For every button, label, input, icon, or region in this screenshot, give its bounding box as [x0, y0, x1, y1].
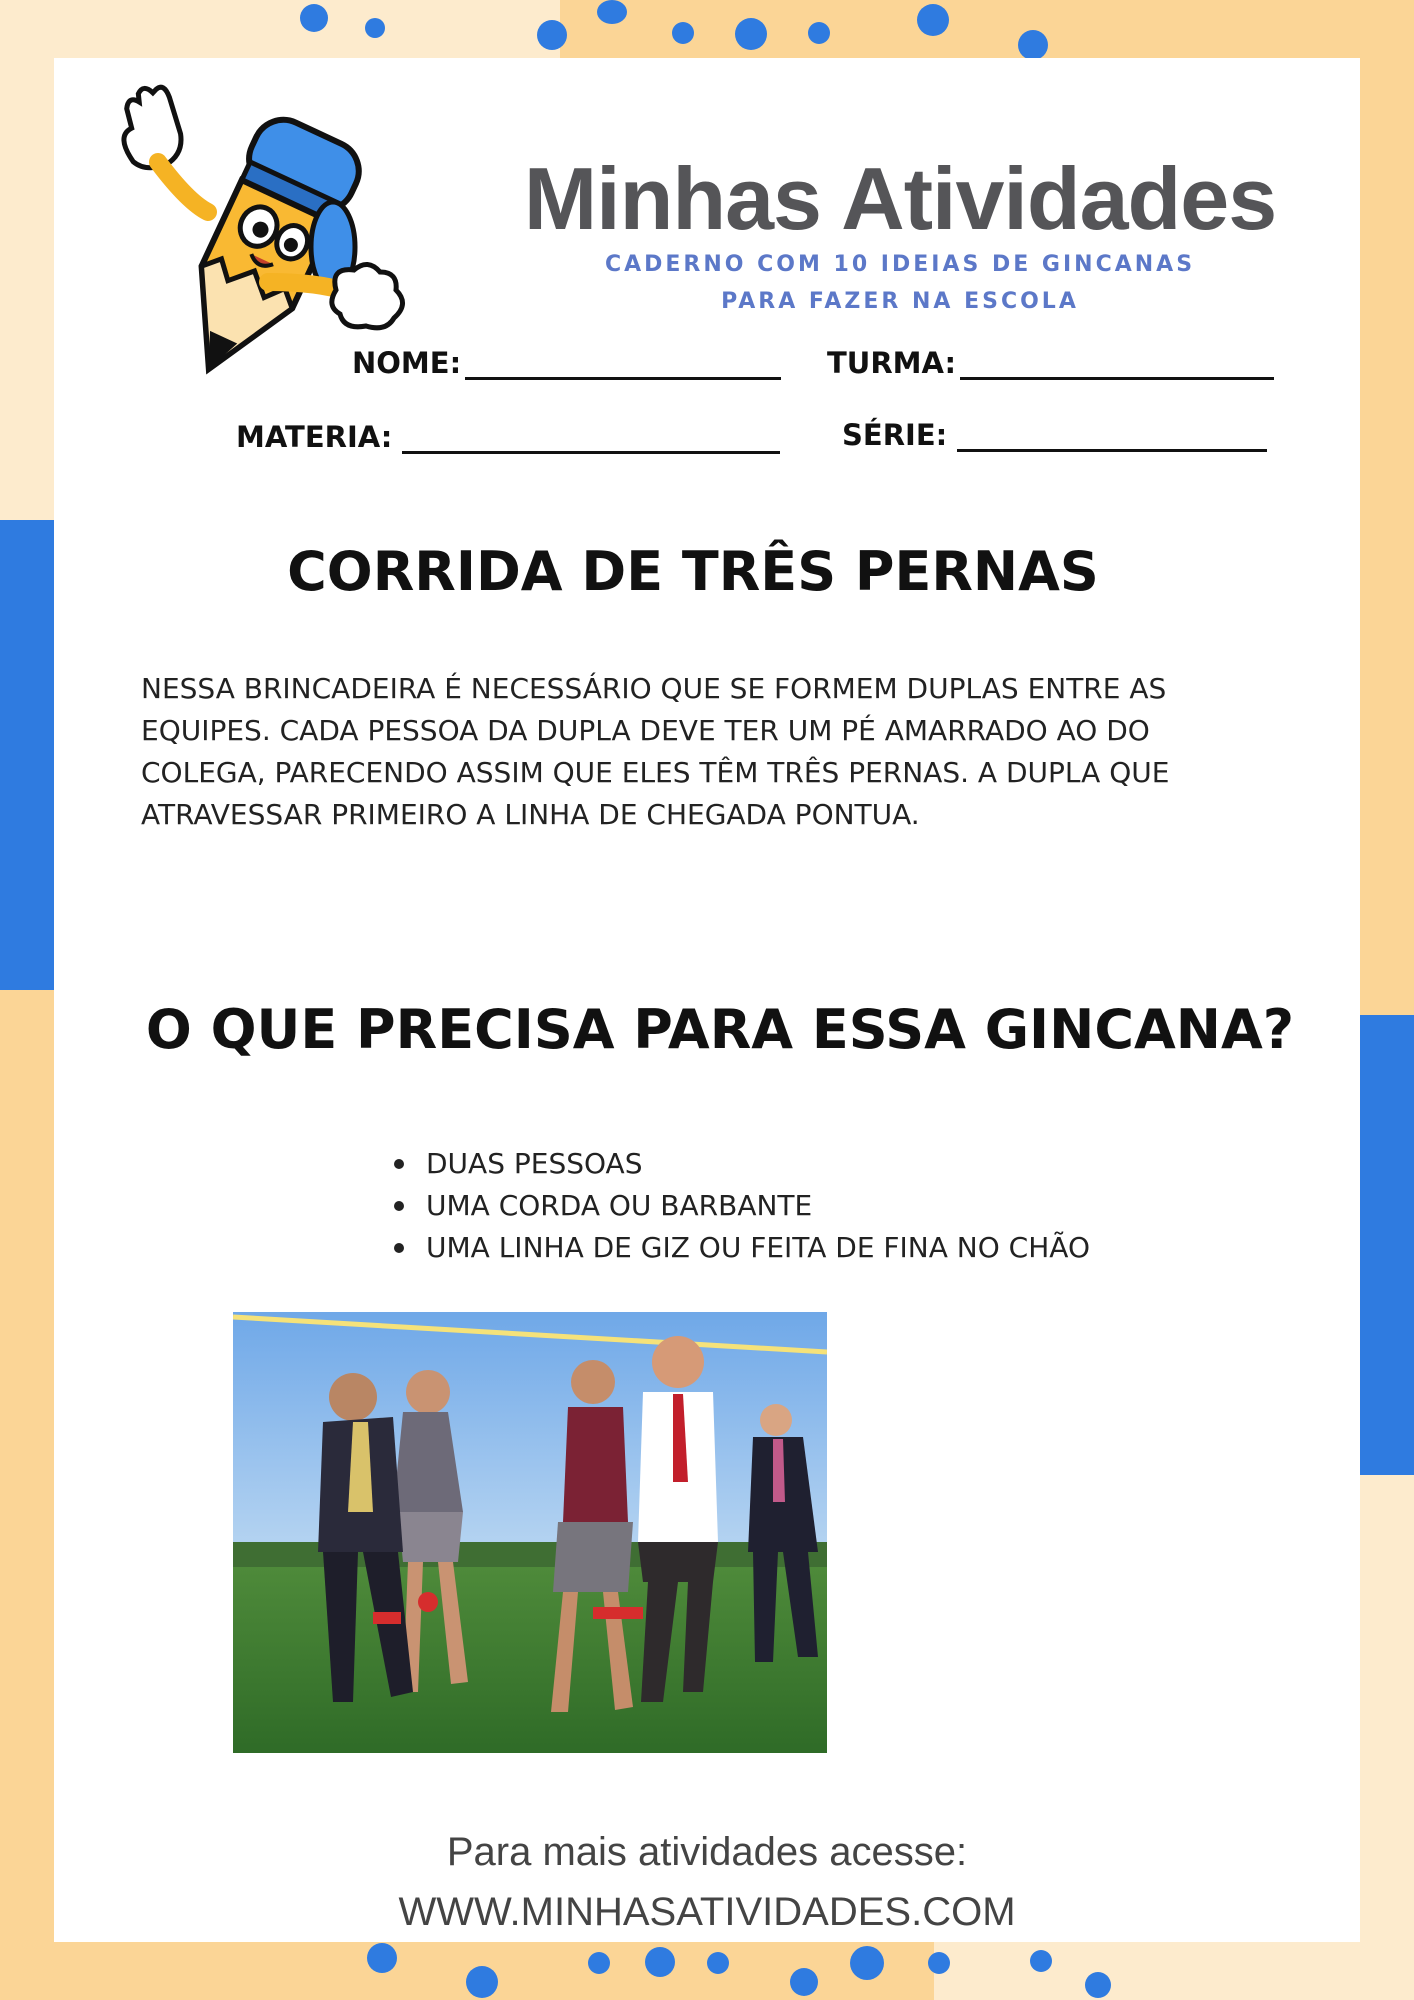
decorative-dot — [1018, 30, 1048, 60]
materia-field[interactable] — [236, 420, 780, 454]
decorative-dot — [597, 0, 627, 24]
decorative-dot — [367, 1943, 397, 1973]
nome-input-line[interactable] — [465, 349, 781, 380]
brand-subtitle-line: CADERNO COM 10 IDEIAS DE GINCANAS — [604, 252, 1196, 277]
decorative-dot — [1085, 1972, 1111, 1998]
background-accent — [1360, 1460, 1414, 2000]
brand-subtitle-line: PARA FAZER NA ESCOLA — [721, 289, 1079, 314]
decorative-blue-bar — [1360, 1015, 1414, 1475]
decorative-dot — [537, 20, 567, 50]
background-accent — [934, 1940, 1414, 2000]
decorative-dot — [917, 4, 949, 36]
decorative-dot — [790, 1968, 818, 1996]
materia-label: MATERIA: — [236, 420, 393, 454]
decorative-dot — [928, 1952, 950, 1974]
serie-input-line[interactable] — [957, 421, 1267, 452]
background-accent — [0, 0, 560, 60]
decorative-dot — [707, 1952, 729, 1974]
serie-label: SÉRIE: — [842, 418, 948, 452]
decorative-dot — [300, 4, 328, 32]
background-accent — [0, 0, 54, 520]
decorative-dot — [672, 22, 694, 44]
decorative-dot — [365, 18, 385, 38]
turma-field[interactable] — [827, 346, 1274, 380]
brand-title: Minhas Atividades — [523, 149, 1277, 248]
decorative-dot — [735, 18, 767, 50]
three-legged-race-photo — [233, 1312, 827, 1753]
decorative-dot — [1030, 1950, 1052, 1972]
nome-label: NOME: — [352, 346, 462, 380]
materials-list — [390, 1143, 1090, 1269]
activity-title: CORRIDA DE TRÊS PERNAS — [287, 540, 1099, 603]
decorative-dot — [808, 22, 830, 44]
list-item: DUAS PESSOAS — [390, 1143, 1090, 1185]
decorative-dot — [466, 1966, 498, 1998]
decorative-dot — [588, 1952, 610, 1974]
turma-input-line[interactable] — [960, 349, 1274, 380]
nome-field[interactable] — [352, 346, 781, 380]
decorative-dot — [645, 1947, 675, 1977]
turma-label: TURMA: — [827, 346, 957, 380]
list-item: UMA LINHA DE GIZ OU FEITA DE FINA NO CHÃO — [390, 1227, 1090, 1269]
materia-input-line[interactable] — [402, 423, 780, 454]
activity-description: NESSA BRINCADEIRA É NECESSÁRIO QUE SE FORMEM DUPLAS ENTRE AS EQUIPES. CADA PESSOA DA DUPLA DEVE TER UM PÉ AMARRADO AO DO COLEGA, PARECENDO ASSIM QUE ELES TÊM TRÊS PERNAS. A DUPLA QUE ATRAVESSAR PRIMEIRO A LINHA DE CHEGADA PONTUA. — [141, 672, 1170, 831]
footer-website-link[interactable]: WWW.MINHASATIVIDADES.COM — [398, 1890, 1016, 1934]
list-item: UMA CORDA OU BARBANTE — [390, 1185, 1090, 1227]
decorative-dot — [850, 1946, 884, 1980]
serie-field[interactable] — [842, 418, 1267, 452]
brand-subtitle — [540, 246, 1260, 320]
materials-title: O QUE PRECISA PARA ESSA GINCANA? — [145, 998, 1295, 1061]
footer-text: Para mais atividades acesse: — [446, 1830, 968, 1874]
